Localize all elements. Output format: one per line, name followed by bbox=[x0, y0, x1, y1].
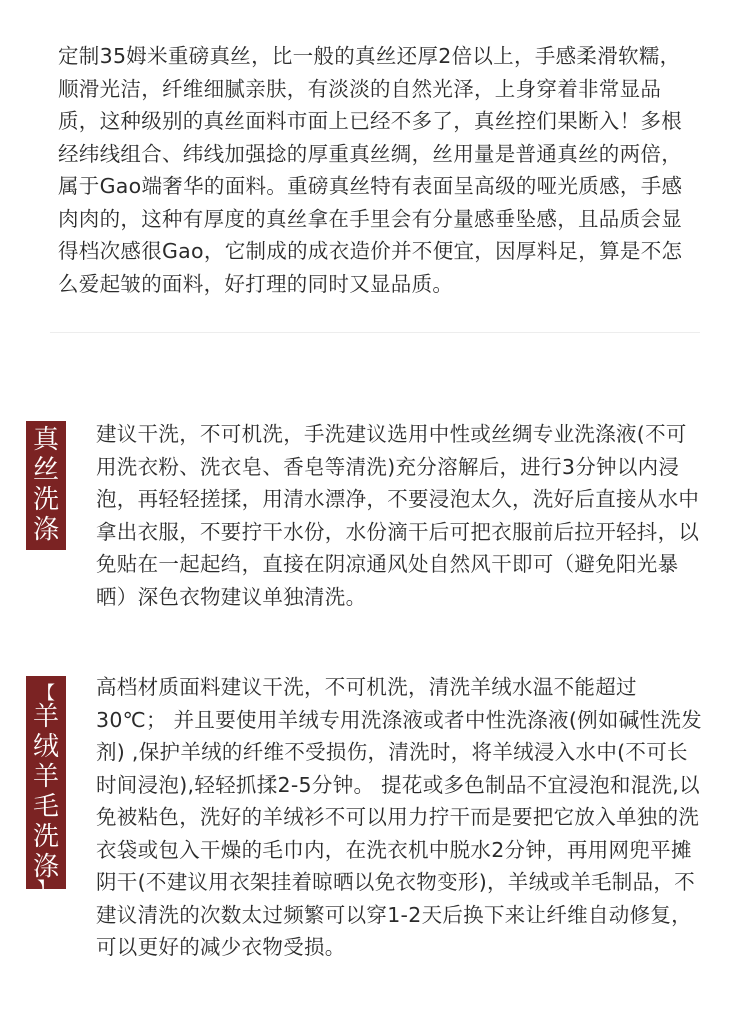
intro-paragraph: 定制35姆米重磅真丝，比一般的真丝还厚2倍以上，手感柔滑软糯，顺滑光洁，纤维细腻亲肤，有淡淡的自然光泽，上身穿着非常显品质，这种级别的真丝面料市面上已经不多了，真丝控们果断入！多根经纬线组合、纬线加强捻的厚重真丝绸，丝用量是普通真丝的两倍，属于Gao端奢华的面料。重磅真丝特有表面呈高级的哑光质感，手感肉肉的，这种有厚度的真丝拿在手里会有分量感垂坠感，且品质会显得档次感很Gao，它制成的成衣造价并不便宜，因厚料足，算是不怎么爱起皱的面料，好打理的同时又显品质。 bbox=[58, 44, 683, 296]
wool-wash-tag-char: 洗 bbox=[32, 822, 59, 852]
wool-wash-tag-close-bracket: 】 bbox=[37, 879, 55, 900]
silk-wash-tag-char: 涤 bbox=[32, 515, 59, 545]
silk-wash-tag bbox=[26, 421, 66, 550]
wool-wash-tag-char: 涤 bbox=[32, 852, 59, 882]
silk-wash-tag-char: 真 bbox=[32, 425, 59, 455]
silk-wash-instructions: 建议干洗，不可机洗，手洗建议选用中性或丝绸专业洗涤液(不可用洗衣粉、洗衣皂、香皂等清洗)充分溶解后，进行3分钟以内浸泡，再轻轻搓揉，用清水漂净，不要浸泡太久，洗好后直接从水中拿出衣服，不要拧干水份，水份滴干后可把衣服前后拉开轻抖，以免贴在一起起绉，直接在阴凉通风处自然风干即可（避免阳光暴晒）深色衣物建议单独清洗。 bbox=[96, 422, 700, 609]
wool-wash-tag-open-bracket: 【 bbox=[37, 683, 55, 704]
silk-wash-tag-char: 丝 bbox=[32, 455, 59, 485]
wool-wash-tag bbox=[26, 676, 66, 900]
wool-wash-tag-char: 羊 bbox=[32, 762, 59, 792]
section-divider bbox=[50, 332, 700, 333]
wool-wash-instructions: 高档材质面料建议干洗，不可机洗，清洗羊绒水温不能超过30℃； 并且要使用羊绒专用洗涤液或者中性洗涤液(例如碱性洗发剂) ,保护羊绒的纤维不受损伤，清洗时，将羊绒浸入水中(不可长时间浸泡),轻轻抓揉2-5分钟。 提花或多色制品不宜浸泡和混洗,以免被粘色，洗好的羊绒衫不可以用力拧干而是要把它放入单独的洗衣袋或包入干燥的毛巾内，在洗衣机中脱水2分钟，再用网兜平摊阴干(不建议用衣架挂着晾晒以免衣物变形)，羊绒或羊毛制品，不建议清洗的次数太过频繁可以穿1-2天后换下来让纤维自动修复，可以更好的减少衣物受损。 bbox=[96, 675, 702, 959]
wool-wash-tag-char: 绒 bbox=[32, 732, 59, 762]
silk-wash-tag-char: 洗 bbox=[32, 485, 59, 515]
wool-wash-tag-char: 羊 bbox=[32, 702, 59, 732]
wool-wash-tag-char: 毛 bbox=[32, 792, 59, 822]
